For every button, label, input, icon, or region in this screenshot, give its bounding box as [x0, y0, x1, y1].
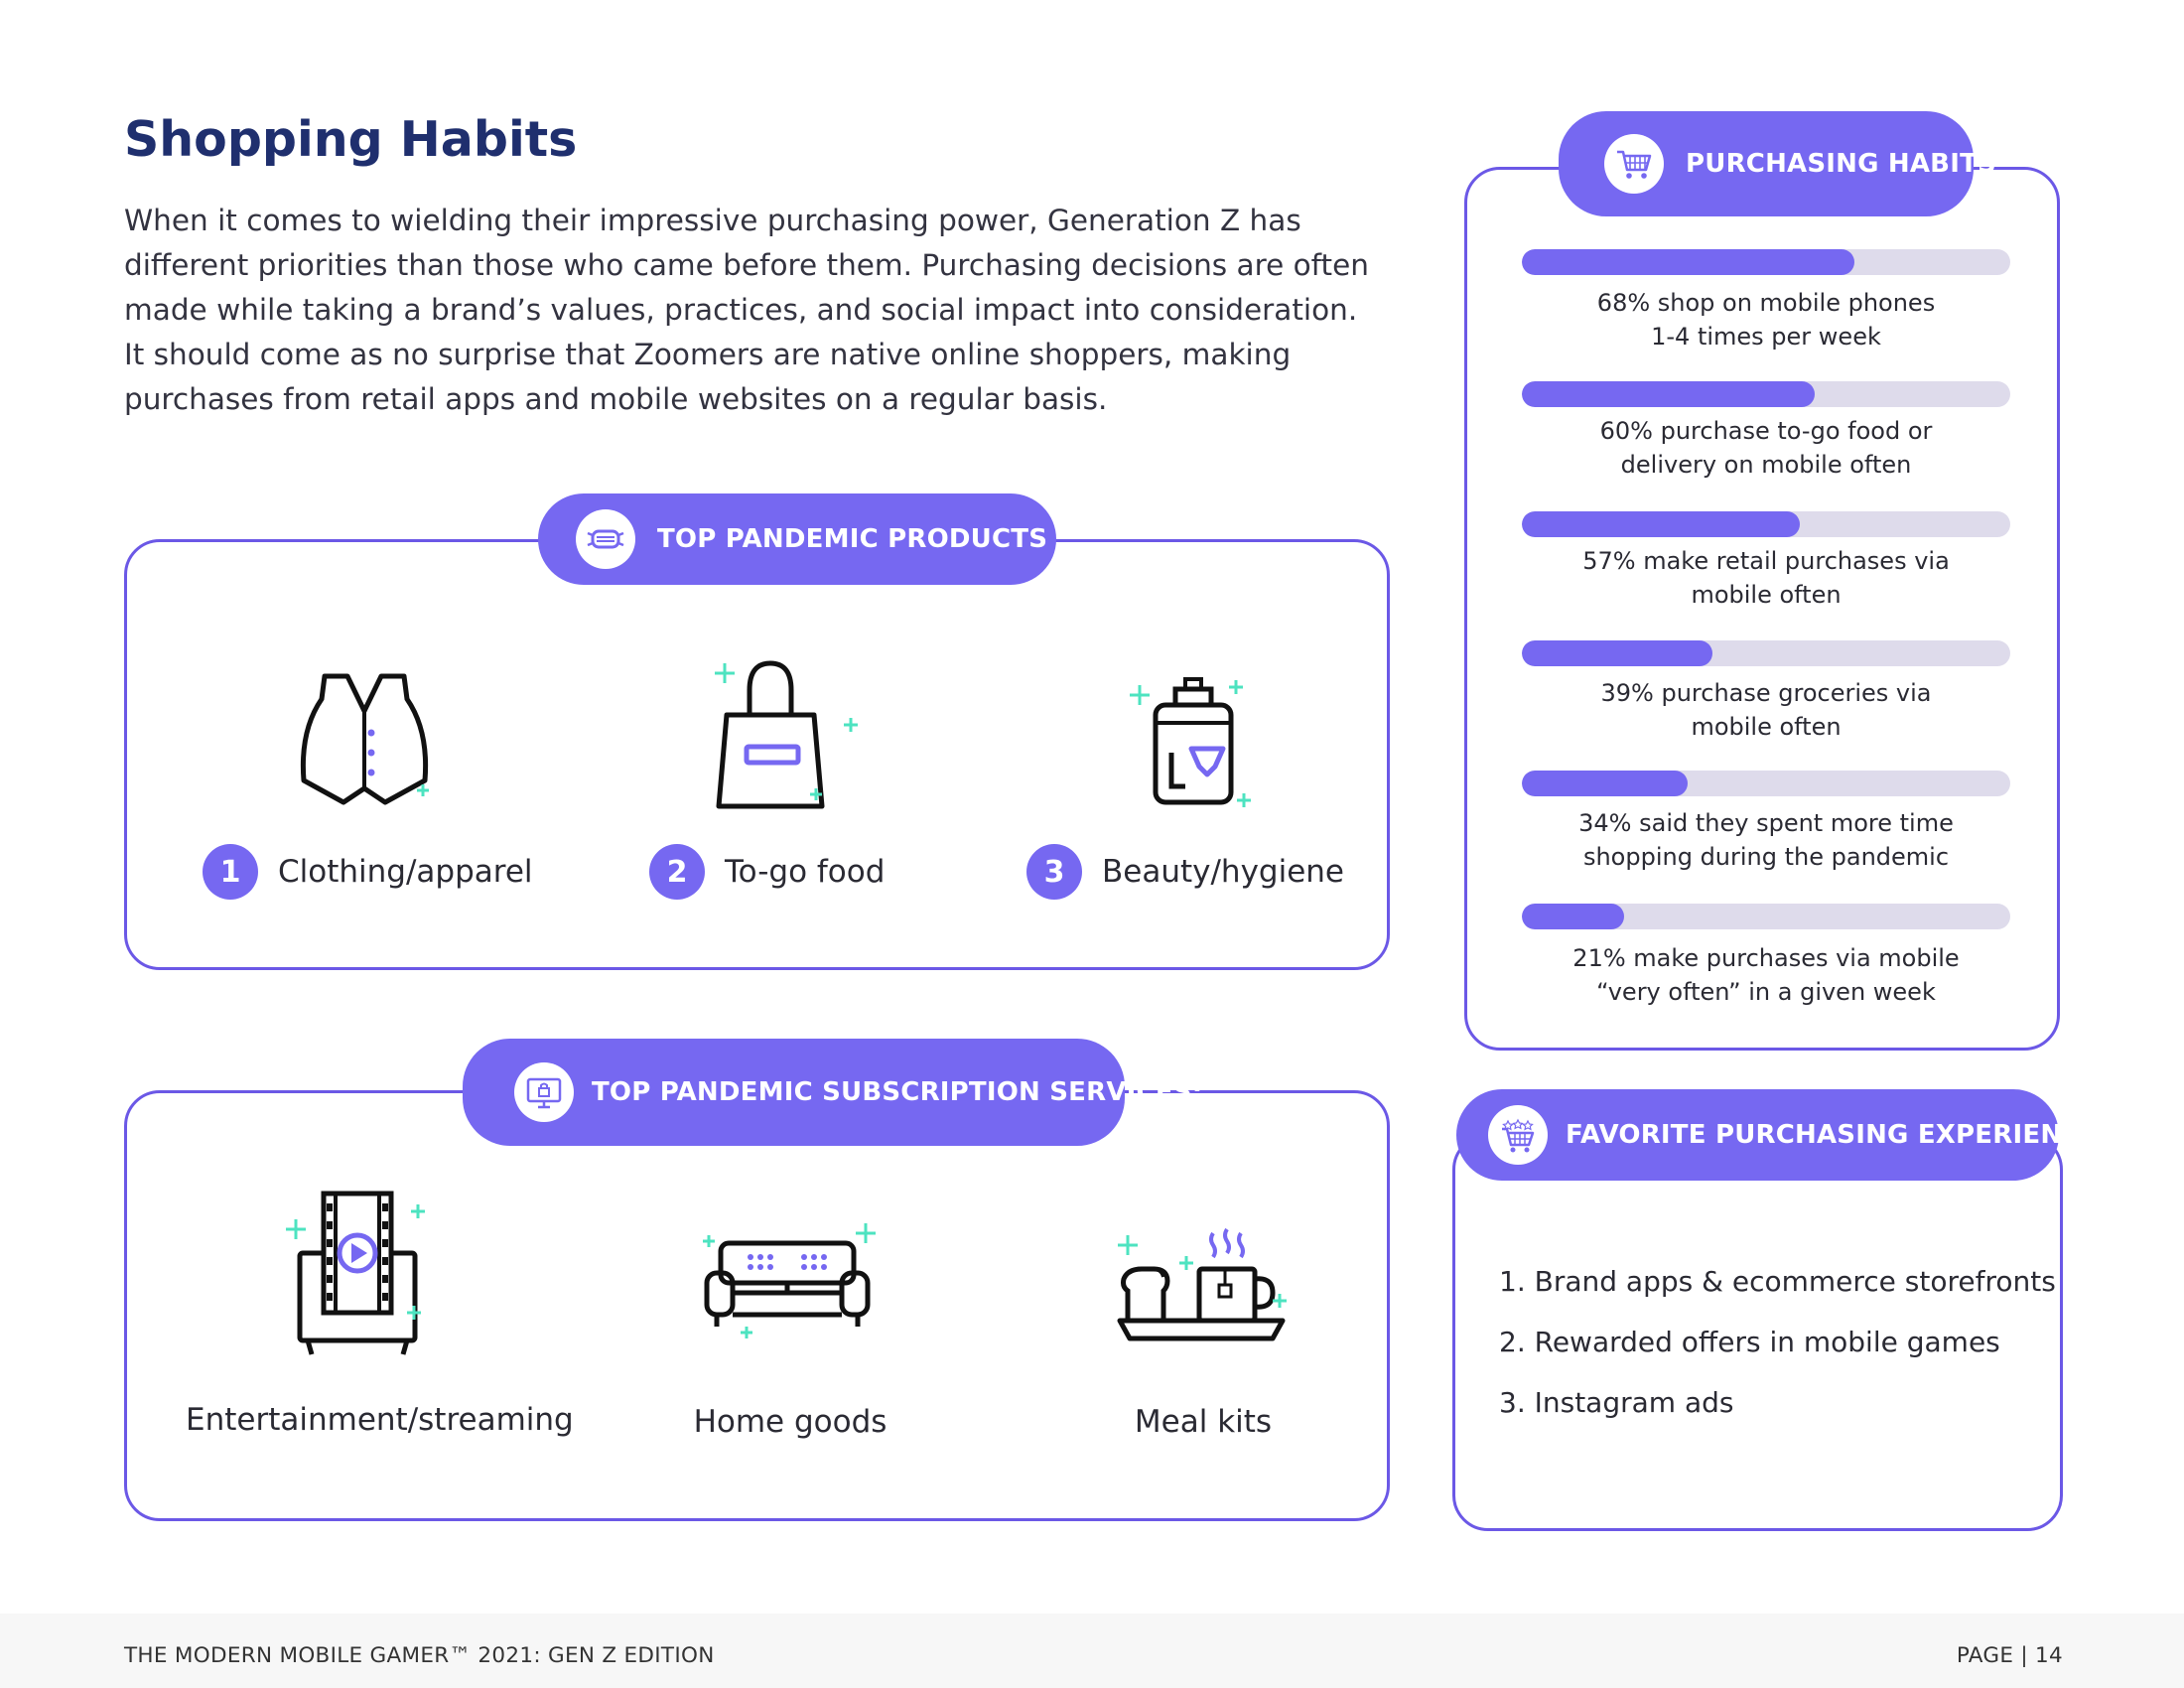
shopping-bag-icon: [705, 655, 864, 814]
page-title: Shopping Habits: [124, 111, 578, 168]
stat-text-4: [1522, 676, 2010, 744]
rank-badge: 2: [649, 844, 705, 900]
product-label: Beauty/hygiene: [1102, 854, 1345, 890]
top-subscriptions-title: TOP PANDEMIC SUBSCRIPTION SERVICES:: [592, 1077, 1203, 1107]
stat-bar-fill: [1522, 381, 1815, 407]
favorite-experiences-title: FAVORITE PURCHASING EXPERIENCES:: [1566, 1120, 2129, 1150]
stat-line: “very often” in a given week: [1596, 978, 1936, 1006]
top-products-header: [538, 493, 1056, 585]
cart-stars-icon: [1488, 1105, 1548, 1165]
stat-line: shopping during the pandemic: [1582, 843, 1950, 871]
stat-line: 68% shop on mobile phones: [1596, 289, 1936, 317]
stat-bar-fill: [1522, 249, 1854, 275]
product-label: To-go food: [725, 854, 886, 890]
purchasing-habits-title: PURCHASING HABITS: [1686, 149, 1996, 179]
product-item-clothing: [203, 844, 533, 900]
stat-bar-4: [1522, 640, 2010, 666]
favorite-item-3: 3. Instagram ads: [1499, 1386, 1734, 1419]
shopping-cart-icon: [1604, 134, 1664, 194]
favorite-item-2: 2. Rewarded offers in mobile games: [1499, 1326, 2000, 1358]
stat-bar-fill: [1522, 771, 1688, 796]
face-mask-icon: [576, 509, 635, 569]
stat-bar-6: [1522, 904, 2010, 929]
stat-bar-5: [1522, 771, 2010, 796]
subscription-item-home-goods: Home goods: [693, 1404, 887, 1440]
stat-bar-3: [1522, 511, 2010, 537]
top-products-title: TOP PANDEMIC PRODUCTS: [657, 524, 1048, 554]
stat-line: 1-4 times per week: [1651, 323, 1881, 351]
stat-line: 21% make purchases via mobile: [1572, 944, 1960, 972]
stat-line: 39% purchase groceries via: [1600, 679, 1932, 707]
sofa-icon: [701, 1221, 880, 1340]
purchasing-habits-header: [1559, 111, 1996, 216]
stat-line: mobile often: [1691, 713, 1842, 741]
stat-line: 60% purchase to-go food or: [1599, 417, 1933, 445]
bread-mug-tray-icon: [1114, 1217, 1293, 1346]
stat-bar-1: [1522, 249, 2010, 275]
monitor-lock-icon: [514, 1062, 574, 1122]
stat-line: 34% said they spent more time: [1578, 809, 1954, 837]
stat-line: mobile often: [1691, 581, 1842, 609]
subscription-item-entertainment: Entertainment/streaming: [186, 1402, 574, 1438]
stat-text-2: [1522, 414, 2010, 482]
intro-paragraph: When it comes to wielding their impressive purchasing power, Generation Z has different priorities than those who came before them. Purchasing decisions are often made while taking a brand’s values, practices, and social impact into consideration. It should come as no surprise that Zoomers are native online shoppers, making purchases from retail apps and mobile websites on a regular basis.: [124, 204, 1369, 416]
stat-bar-fill: [1522, 640, 1712, 666]
film-tv-icon: [282, 1190, 441, 1358]
cosmetic-bottle-icon: [1124, 675, 1263, 814]
footer-page-number: PAGE | 14: [1956, 1643, 2063, 1668]
stat-text-6: [1522, 941, 2010, 1009]
vest-icon: [290, 671, 439, 810]
stat-text-3: [1522, 544, 2010, 612]
favorite-item-1: 1. Brand apps & ecommerce storefronts: [1499, 1265, 2056, 1298]
favorite-experiences-header: [1456, 1089, 2129, 1181]
product-label: Clothing/apparel: [278, 854, 533, 890]
stat-bar-fill: [1522, 904, 1624, 929]
top-subscriptions-header: [463, 1039, 1203, 1146]
stat-line: 57% make retail purchases via: [1582, 547, 1950, 575]
rank-badge: 1: [203, 844, 258, 900]
stat-text-1: [1522, 286, 2010, 353]
product-item-togo-food: [649, 844, 885, 900]
product-item-beauty: [1026, 844, 1344, 900]
footer-publication: THE MODERN MOBILE GAMER™ 2021: GEN Z EDITION: [124, 1643, 715, 1668]
stat-text-5: [1522, 806, 2010, 874]
stat-bar-fill: [1522, 511, 1800, 537]
stat-line: delivery on mobile often: [1620, 451, 1912, 479]
rank-badge: 3: [1026, 844, 1082, 900]
stat-bar-2: [1522, 381, 2010, 407]
subscription-item-meal-kits: Meal kits: [1134, 1404, 1273, 1440]
